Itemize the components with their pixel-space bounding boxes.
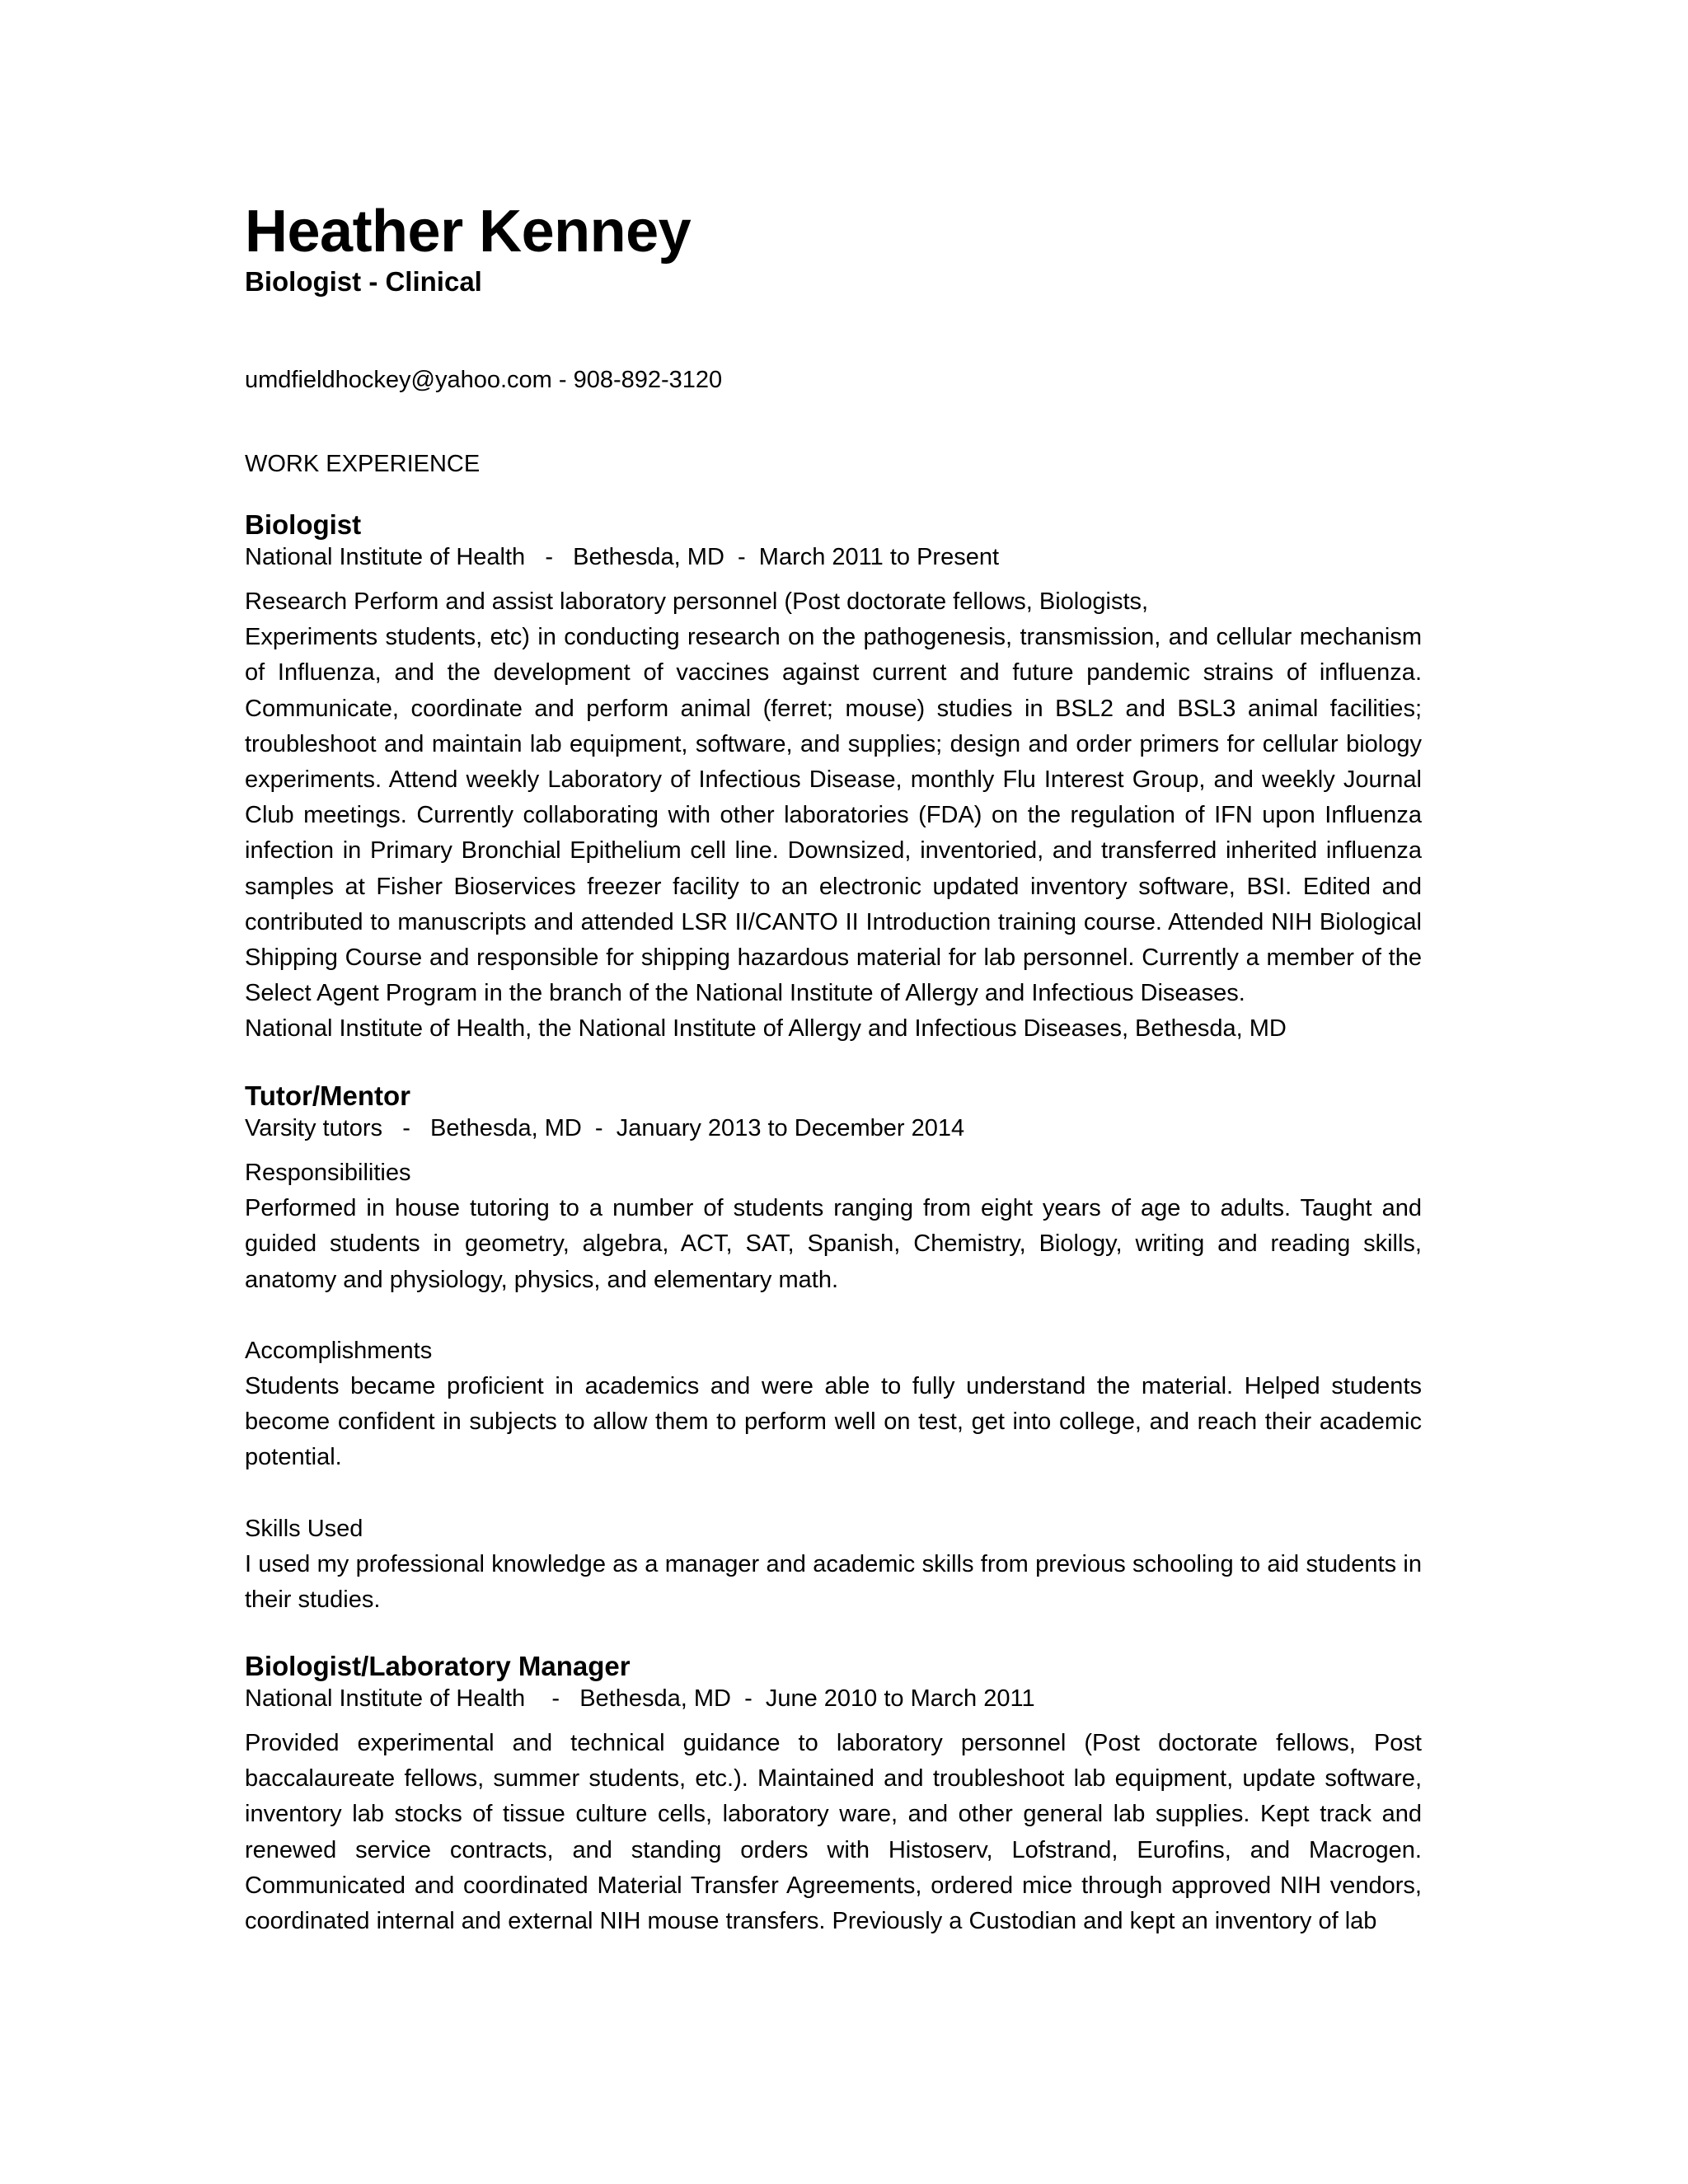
job-title: Biologist/Laboratory Manager <box>245 1651 631 1681</box>
job-description-line: National Institute of Health, the National Institute of Allergy and Infectious Diseases, Bethesda, MD <box>245 1015 1287 1043</box>
job-meta: National Institute of Health - Bethesda, MD - March 2011 to Present <box>245 544 1000 570</box>
candidate-name: Heather Kenney <box>245 199 692 265</box>
job-title: Tutor/Mentor <box>245 1080 411 1111</box>
resume-page <box>245 198 1422 1935</box>
skills-text: I used my professional knowledge as a manager and academic skills from previous schooling to aid students in their studies. <box>245 1550 1422 1614</box>
accomplishments-text: Students became proficient in academics and were able to fully understand the material. Helped students become confident in subjects to allow them to perform well on test, get into college, and reach their academic potential. <box>245 1373 1422 1471</box>
job-description-line: Research Perform and assist laboratory personnel (Post doctorate fellows, Biologists, <box>245 588 1149 615</box>
responsibilities-label: Responsibilities <box>245 1160 411 1186</box>
job-title: Biologist <box>245 509 362 540</box>
job-entry-tutor <box>245 1080 1422 1618</box>
job-entry-biologist <box>245 509 1422 1047</box>
responsibilities-text: Performed in house tutoring to a number of students ranging from eight years of age to adults. Taught and guided students in geometry, algebra, ACT, SAT, Spanish, Chemistry, Biology, writing and reading skills, anatomy and physiology, physics, and elementary math. <box>245 1195 1422 1293</box>
job-description: Provided experimental and technical guidance to laboratory personnel (Post doctorate fellows, Post baccalaureate fellows, summer students, etc.). Maintained and troubleshoot lab equipment, update software, inventory lab stocks of tissue culture cells, laboratory ware, and other general lab supplies. Kept track and renewed service contracts, and standing orders with Histoserv, Lofstrand, Eurofins, and Macrogen. Communicated and coordinated Material Transfer Agreements, ordered mice through approved NIH vendors, coordinated internal and external NIH mouse transfers. Previously a Custodian and kept an inventory of lab <box>245 1730 1422 1935</box>
candidate-headline: Biologist - Clinical <box>245 266 482 297</box>
skills-label: Skills Used <box>245 1515 363 1542</box>
job-entry-lab-manager <box>245 1650 1422 1939</box>
section-title-work-experience: WORK EXPERIENCE <box>245 451 481 477</box>
accomplishments-label: Accomplishments <box>245 1337 433 1364</box>
job-meta: National Institute of Health - Bethesda, MD - June 2010 to March 2011 <box>245 1685 1035 1712</box>
contact-info: umdfieldhockey@yahoo.com - 908-892-3120 <box>245 367 723 393</box>
job-description: Experiments students, etc) in conducting research on the pathogenesis, transmission, and cellular mechanism of Influenza, and the development of vaccines against current and future pandemic strains of influenza. Communicate, coordinate and perform animal (ferret; mouse) studies in BSL2 and BSL3 animal facilities; troubleshoot and maintain lab equipment, software, and supplies; design and order primers for cellular biology experiments. Attend weekly Laboratory of Infectious Disease, monthly Flu Interest Group, and weekly Journal Club meetings. Currently collaborating with other laboratories (FDA) on the regulation of IFN upon Influenza infection in Primary Bronchial Epithelium cell line. Downsized, inventoried, and transferred inherited influenza samples at Fisher Bioservices freezer facility to an electronic updated inventory software, BSI. Edited and contributed to manuscripts and attended LSR II/CANTO II Introduction training course. Attended NIH Biological Shipping Course and responsible for shipping hazardous material for lab personnel. Currently a member of the Select Agent Program in the branch of the National Institute of Allergy and Infectious Diseases. <box>245 624 1422 1007</box>
job-meta: Varsity tutors - Bethesda, MD - January 2013 to December 2014 <box>245 1115 965 1141</box>
